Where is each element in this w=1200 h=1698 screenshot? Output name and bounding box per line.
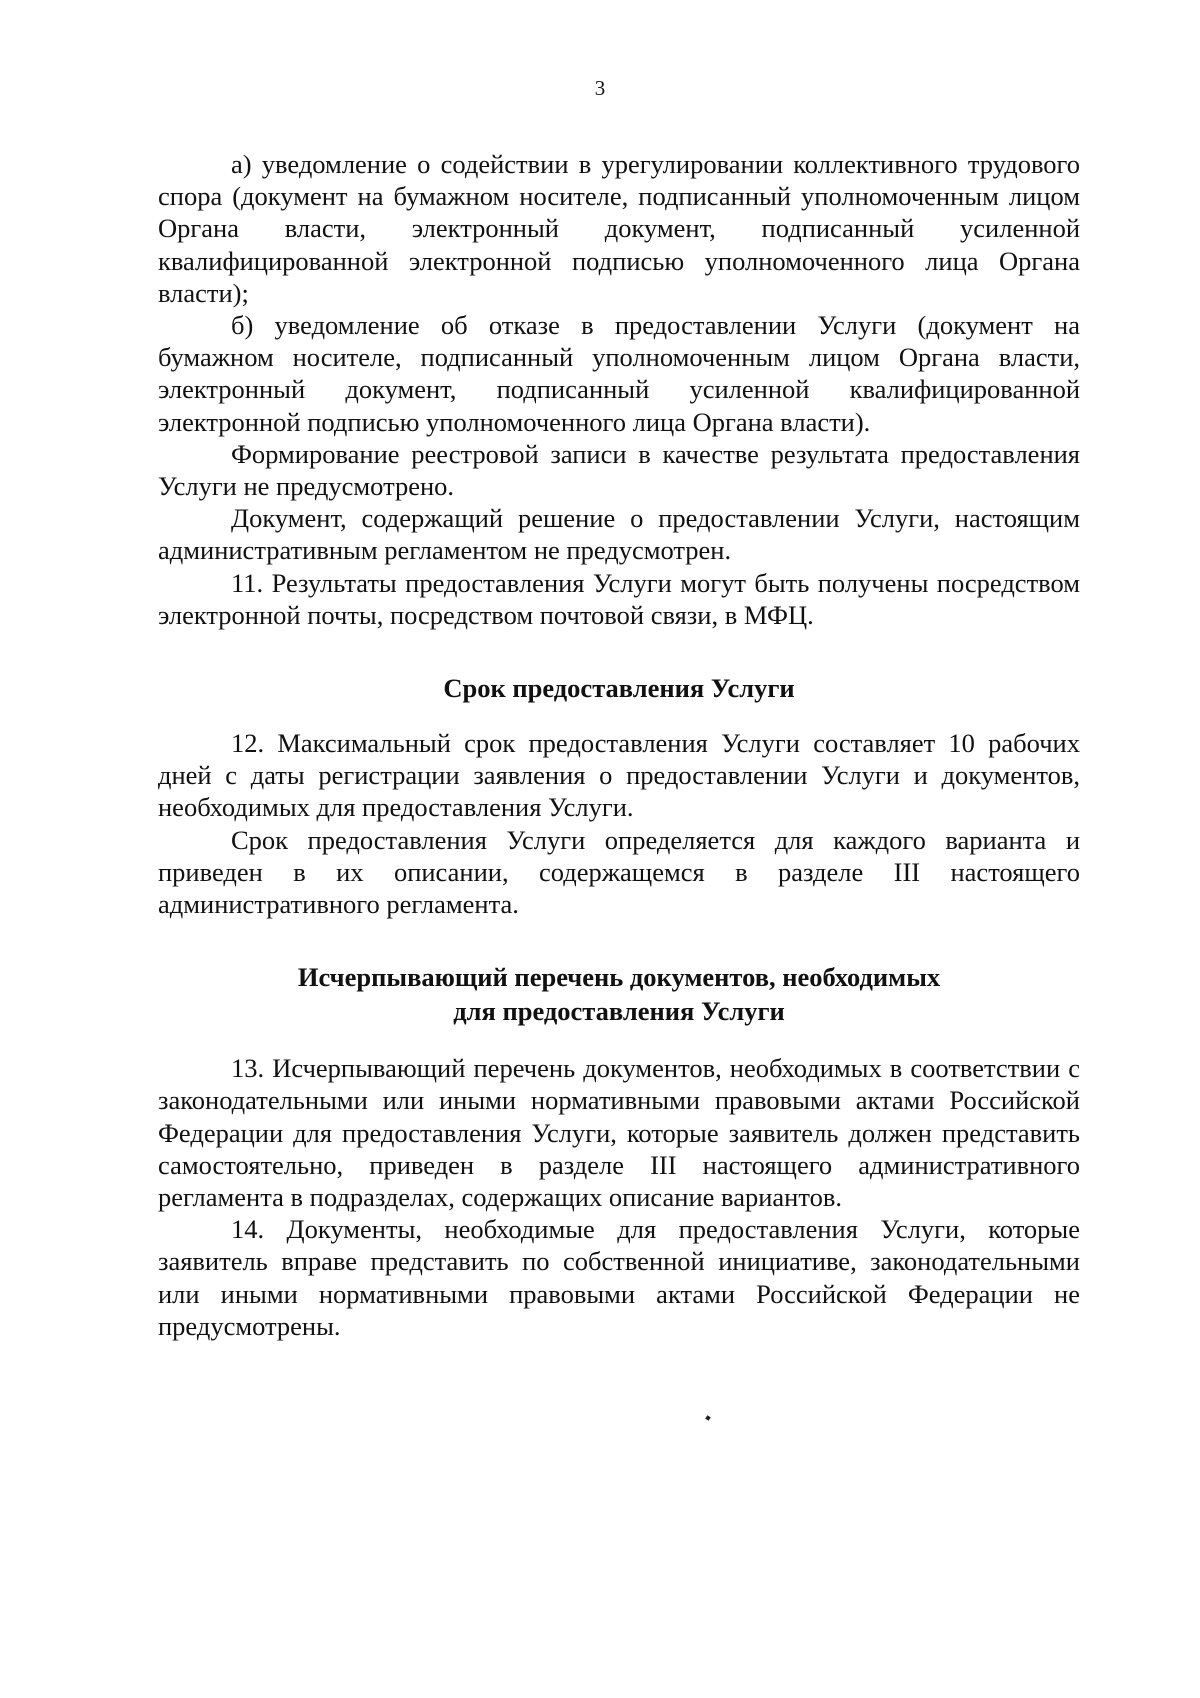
paragraph-term-variants: Срок предоставления Услуги определяется для каждого варианта и приведен в их описании, содержащемся в разделе III настоящего административного регламента.	[158, 824, 1080, 920]
paragraph-decision-document: Документ, содержащий решение о предоставлении Услуги, настоящим административным регламентом не предусмотрен.	[158, 503, 1080, 566]
section-heading-documents-line2: для предоставления Услуги	[453, 996, 785, 1027]
section-heading-documents-line1: Исчерпывающий перечень документов, необходимых	[297, 962, 941, 993]
paragraph-item-12: 12. Максимальный срок предоставления Услуги составляет 10 рабочих дней с даты регистрации заявления о предоставлении Услуги и документов, необходимых для предоставления Услуги.	[158, 728, 1080, 823]
section-heading-documents	[158, 960, 1080, 1028]
paragraph-item-11: 11. Результаты предоставления Услуги могут быть получены посредством электронной почты, посредством почтовой связи, в МФЦ.	[158, 567, 1080, 630]
paragraph-item-13: 13. Исчерпывающий перечень документов, необходимых в соответствии с законодательными или иными нормативными правовыми актами Российской Федерации для предоставления Услуги, которые заявитель должен представить самостоятельно, приведен в разделе III настоящего административного регламента в подразделах, содержащих описание вариантов.	[158, 1053, 1080, 1213]
paragraph-item-14: 14. Документы, необходимые для предоставления Услуги, которые заявитель вправе представить по собственной инициативе, законодательными или иными нормативными правовыми актами Российской Федерации не предусмотрены.	[158, 1214, 1080, 1341]
paragraph-registry-record: Формирование реестровой записи в качестве результата предоставления Услуги не предусмотрено.	[158, 438, 1080, 502]
document-body	[158, 148, 1080, 1342]
paragraph-result-b: б) уведомление об отказе в предоставлении Услуги (документ на бумажном носителе, подписанный уполномоченным лицом Органа власти, электронный документ, подписанный усиленной квалифицированной электронной подписью уполномоченного лица Органа власти).	[158, 310, 1080, 437]
paragraph-result-a: а) уведомление о содействии в урегулировании коллективного трудового спора (документ на бумажном носителе, подписанный уполномоченным лицом Органа власти, электронный документ, подписанный усиленной квалифицированной электронной подписью уполномоченного лица Органа власти);	[158, 149, 1080, 308]
scan-speck	[705, 1415, 711, 1421]
page-number: 3	[594, 76, 606, 100]
section-heading-term: Срок предоставления Услуги	[443, 673, 795, 704]
